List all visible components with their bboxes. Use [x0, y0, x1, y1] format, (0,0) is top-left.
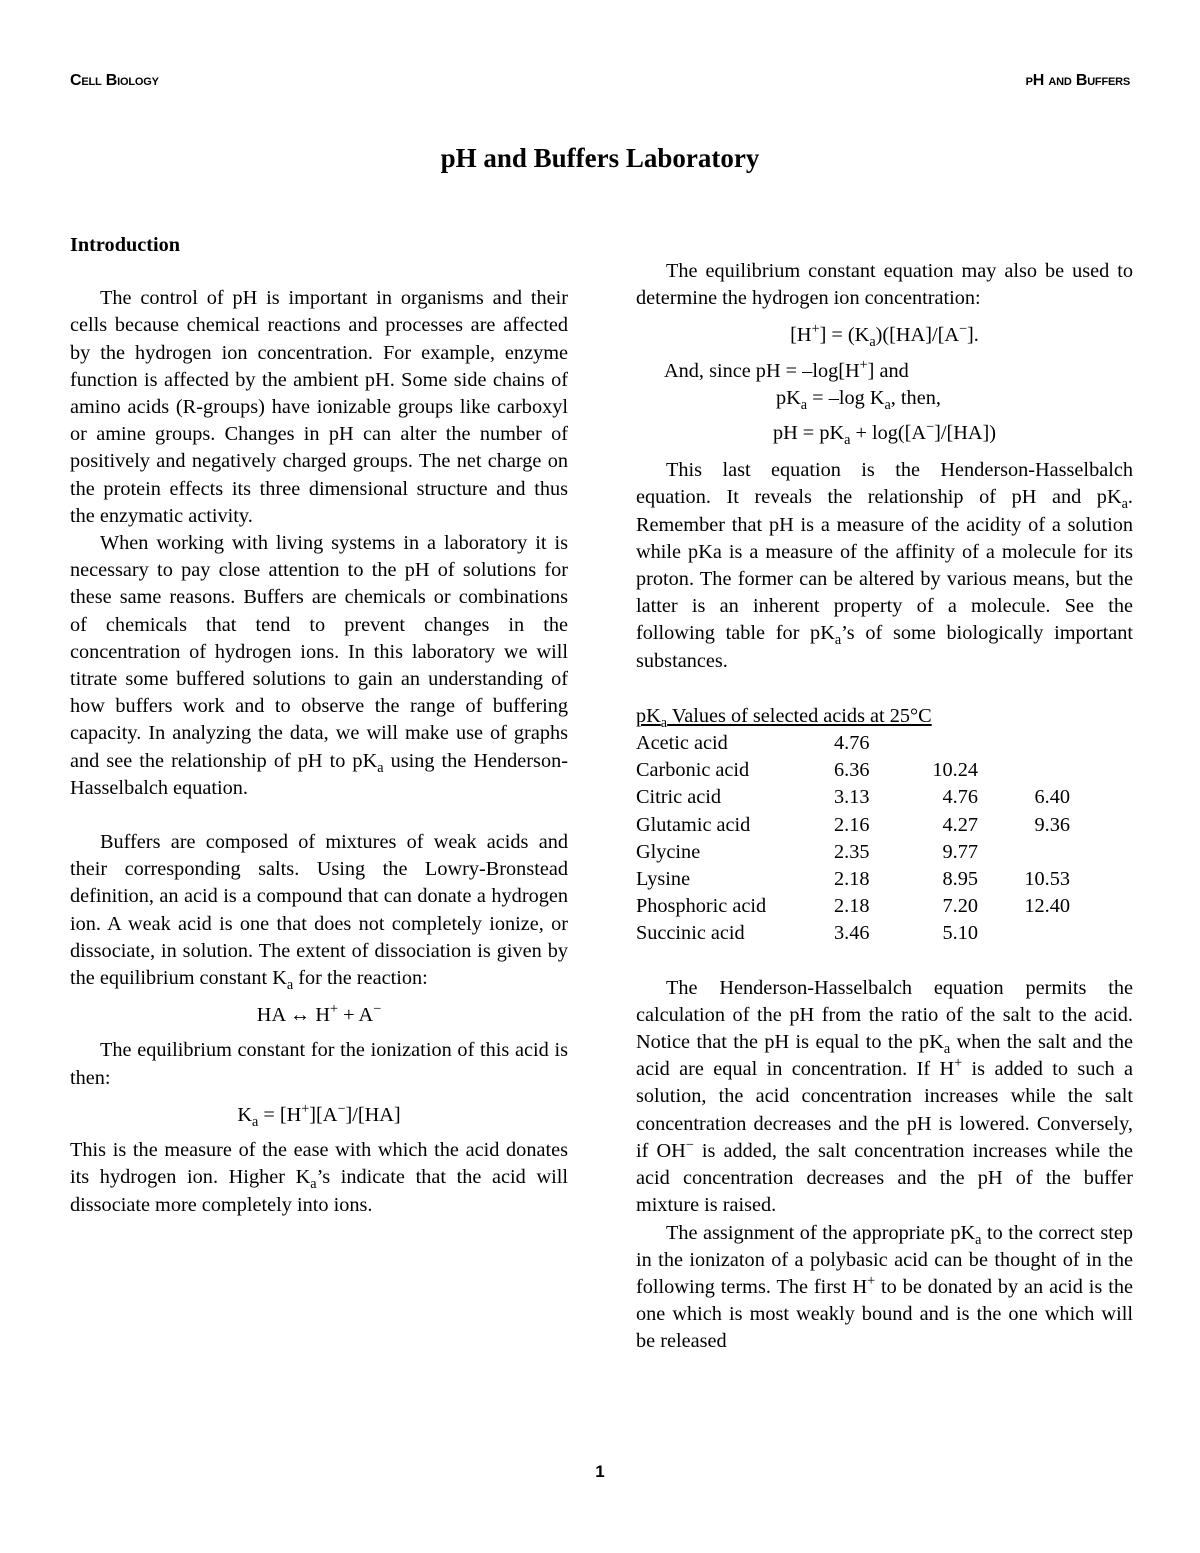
pka-value-2	[894, 730, 978, 757]
pka-value-3	[978, 839, 1070, 866]
ph-definition-equations	[636, 358, 1133, 448]
running-header-left: Cell Biology	[70, 72, 159, 89]
table-row	[636, 866, 1070, 893]
table-row	[636, 757, 1070, 784]
pka-value-3: 6.40	[1034, 786, 1070, 809]
pka-value-1: 2.18	[834, 868, 870, 891]
right-paragraph-3: The Henderson-Hasselbalch equation permits the calculation of the pH from the ratio of the salt to the acid. Notice that the pH is equal to the $pK_a$ when the salt and the acid are equal in concentration. If H+ is added to such a solution, the acid concentration increases while the salt concentration decreases and the pH is lowered. Conversely, if OH− is added, the salt concentration increases while the acid concentration decreases and the pH of the buffer mixture is raised.	[636, 976, 1133, 1217]
pka-value-2: 4.27	[942, 813, 978, 836]
pka-value-1: 2.16	[834, 813, 870, 836]
pka-table	[636, 730, 1070, 948]
table-row	[636, 893, 1070, 920]
pka-value-2: 10.24	[932, 759, 978, 782]
right-paragraph-1: The equilibrium constant equation may also be used to determine the hydrogen ion concentration:	[636, 260, 1133, 310]
pka-value-3	[978, 757, 1070, 784]
pka-value-3	[978, 920, 1070, 947]
acid-name: Phosphoric acid	[636, 895, 767, 918]
pka-value-1: 3.13	[834, 786, 870, 809]
left-column	[70, 232, 568, 1219]
pka-value-1: 2.35	[834, 840, 870, 863]
intro-paragraph-1: The control of pH is important in organisms and their cells because chemical reactions and processes are affected by the hydrogen ion concentration. For example, enzyme function is affected by the ambient pH. Some side chains of amino acids (R-groups) have ionizable groups like carboxyl or amine groups. Changes in pH can alter the number of positively and negatively charged groups. The net charge on the protein effects its three dimensional structure and thus the enzymatic activity.	[70, 287, 568, 527]
table-row	[636, 784, 1070, 811]
acid-name: Glutamic acid	[636, 813, 751, 836]
table-row	[636, 730, 1070, 757]
intro-paragraph-2: When working with living systems in a laboratory it is necessary to pay close attention to the pH of solutions for these same reasons. Buffers are chemicals or combinations of chemicals that tend to prevent changes in the concentration of hydrogen ions. In this laboratory we will titrate some buffered solutions to gain an understanding of how buffers work and to observe the range of buffering capacity. In analyzing the data, we will make use of graphs and see the relationship of pH to $pK_a$ using the Henderson-Hasselbalch equation.	[70, 532, 568, 799]
acid-name: Acetic acid	[636, 732, 728, 755]
pka-value-1: 3.46	[834, 922, 870, 945]
right-column	[636, 258, 1133, 1356]
pka-value-1: 2.18	[834, 895, 870, 918]
pka-value-3: 9.36	[1034, 813, 1070, 836]
table-row	[636, 839, 1070, 866]
pka-value-1: 6.36	[834, 759, 870, 782]
pka-value-3: 12.40	[1024, 895, 1070, 918]
henderson-hasselbalch-equation: pH = $pK_a + \log([A^-]/[HA])$	[772, 419, 997, 449]
table-row	[636, 920, 1070, 947]
right-paragraph-4: The assignment of the appropriate $pK_a$ to the correct step in the ionizaton of a polybasic acid can be thought of in the following terms. The first H+ to be donated by an acid is the one which is most weakly bound and is the one which will be released	[636, 1221, 1133, 1353]
acid-name: Carbonic acid	[636, 759, 750, 782]
page-title: pH and Buffers Laboratory	[440, 143, 760, 173]
right-paragraph-2: This last equation is the Henderson-Hasselbalch equation. It reveals the relationship of pH and $pK_a$. Remember that pH is a measure of the acidity of a solution while pKa is a measure of the affinity of a molecule for its proton. The former can be altered by various means, but the latter is an inherent property of a molecule. See the following table for $pK_a’s$ of some biologically important substances.	[636, 459, 1133, 672]
pka-value-2: 5.10	[942, 922, 978, 945]
pka-value-1: 4.76	[834, 732, 870, 755]
h-concentration-equation: $[H^+] = (K_a)([HA]/[A^-]$.	[790, 321, 979, 351]
ph-definition-line: And, since pH = –log[H+] and	[664, 356, 909, 382]
intro-paragraph-5: This is the measure of the ease with which the acid donates its hydrogen ion. Higher $K_a’s$ indicate that the acid will dissociate more completely into ions.	[70, 1139, 568, 1216]
pka-value-3	[978, 730, 1070, 757]
running-header-right: pH and Buffers	[1025, 72, 1130, 89]
acid-name: Citric acid	[636, 786, 722, 809]
pka-table-caption: $pK_a$ Values of selected acids at 25°C	[636, 704, 932, 731]
intro-paragraph-3: Buffers are composed of mixtures of weak acids and their corresponding salts. Using the Lowry-Bronstead definition, an acid is a compound that can donate a hydrogen ion. A weak acid is one that does not completely ionize, or dissociate, in solution. The extent of dissociation is given by the equilibrium constant $K_a$ for the reaction:	[70, 831, 568, 994]
pka-value-2: 7.20	[942, 895, 978, 918]
intro-paragraph-4: The equilibrium constant for the ionization of this acid is then:	[70, 1039, 568, 1089]
pka-value-2: 9.77	[942, 840, 978, 863]
page-number: 1	[595, 1462, 605, 1481]
acid-name: Lysine	[636, 868, 691, 891]
pka-value-2: 4.76	[942, 786, 978, 809]
pka-value-3: 10.53	[1024, 868, 1070, 891]
acid-name: Succinic acid	[636, 922, 745, 945]
acid-name: Glycine	[636, 840, 701, 863]
introduction-heading: Introduction	[70, 234, 181, 256]
pka-value-2: 8.95	[942, 868, 978, 891]
dissociation-equation: HA ↔ H+ + A−	[256, 1001, 382, 1027]
table-row	[636, 812, 1070, 839]
ka-equation: $K_a = [H^+][A^-]/[HA]$	[237, 1101, 401, 1130]
pka-definition-line: $pK_a = -\log$ $K_a$, then,	[776, 386, 941, 413]
